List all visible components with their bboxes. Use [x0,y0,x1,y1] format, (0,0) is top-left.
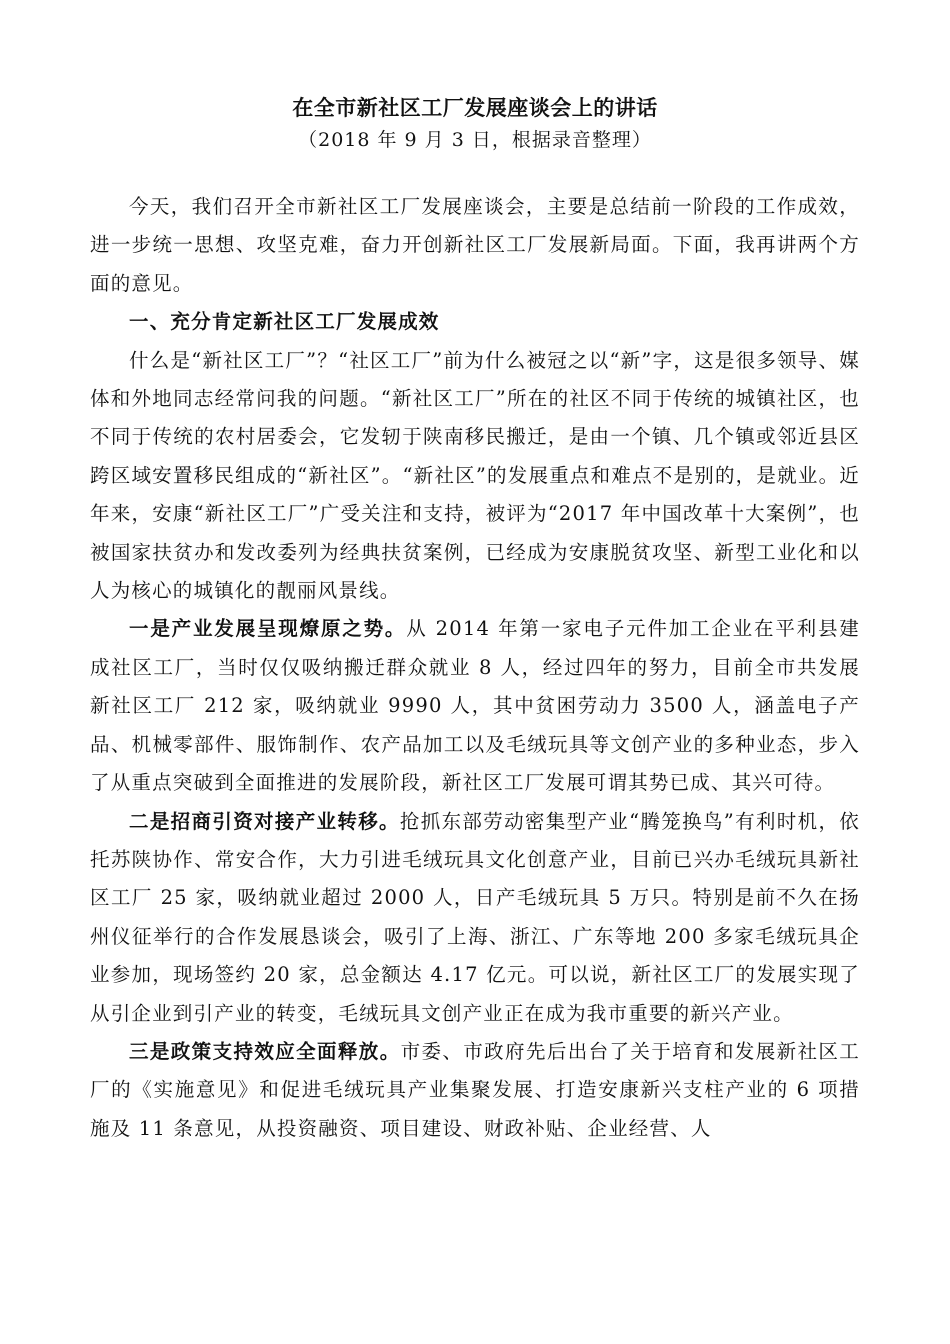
point-3-paragraph [90,1033,860,1148]
point-1-paragraph [90,610,860,802]
point-1-text: 从 2014 年第一家电子元件加工企业在平利县建成社区工厂，当时仅仅吸纳搬迁群众就业 8 人，经过四年的努力，目前全市共发展新社区工厂 212 家，吸纳就业 9990 人，其中贫困劳动力 3500 人，涵盖电子产品、机械零部件、服饰制作、农产品加工以及毛绒玩具等文创产业的多种业态，步入了从重点突破到全面推进的发展阶段，新社区工厂发展可谓其势已成、其兴可待。 [90,617,861,795]
section-heading: 一、充分肯定新社区工厂发展成效 [129,310,440,334]
document-title: 在全市新社区工厂发展座谈会上的讲话 [292,95,658,120]
point-1-lead: 一是产业发展呈现燎原之势。 [129,617,407,641]
point-2-text: 抢抓东部劳动密集型产业“腾笼换鸟”有利时机，依托苏陕协作、常安合作，大力引进毛绒玩具文化创意产业，目前已兴办毛绒玩具新社区工厂 25 家，吸纳就业超过 2000 人，日产毛绒玩具 5 万只。特别是前不久在扬州仪征举行的合作发展恳谈会，吸引了上海、浙江、广东等地 200 多家毛绒玩具企业参加，现场签约 20 家，总金额达 4.17 亿元。可以说，新社区工厂的发展实现了从引企业到引产业的转变，毛绒玩具文创产业正在成为我市重要的新兴产业。 [90,809,860,1025]
point-3-lead: 三是政策支持效应全面释放。 [129,1039,401,1063]
point-2-paragraph [90,803,860,1033]
point-3-text: 市委、市政府先后出台了关于培育和发展新社区工厂的《实施意见》和促进毛绒玩具产业集聚发展、打造安康新兴支柱产业的 6 项措施及 11 条意见，从投资融资、项目建设、财政补贴、企业经营、人 [90,1039,860,1140]
document-subtitle: （2018 年 9 月 3 日，根据录音整理） [298,129,652,151]
point-2-lead: 二是招商引资对接产业转移。 [129,809,400,833]
document-page [90,92,860,1148]
intro-paragraph: 今天，我们召开全市新社区工厂发展座谈会，主要是总结前一阶段的工作成效，进一步统一思想、攻坚克难，奋力开创新社区工厂发展新局面。下面，我再讲两个方面的意见。 [90,195,860,295]
paragraph-new-community-factory: 什么是“新社区工厂”？“社区工厂”前为什么被冠之以“新”字，这是很多领导、媒体和外地同志经常问我的问题。“新社区工厂”所在的社区不同于传统的城镇社区，也不同于传统的农村居委会，它发轫于陕南移民搬迁，是由一个镇、几个镇或邻近县区跨区域安置移民组成的“新社区”。“新社区”的发展重点和难点不是别的，是就业。近年来，安康“新社区工厂”广受关注和支持，被评为“2017 年中国改革十大案例”，也被国家扶贫办和发改委列为经典扶贫案例，已经成为安康脱贫攻坚、新型工业化和以人为核心的城镇化的靓丽风景线。 [90,348,860,603]
